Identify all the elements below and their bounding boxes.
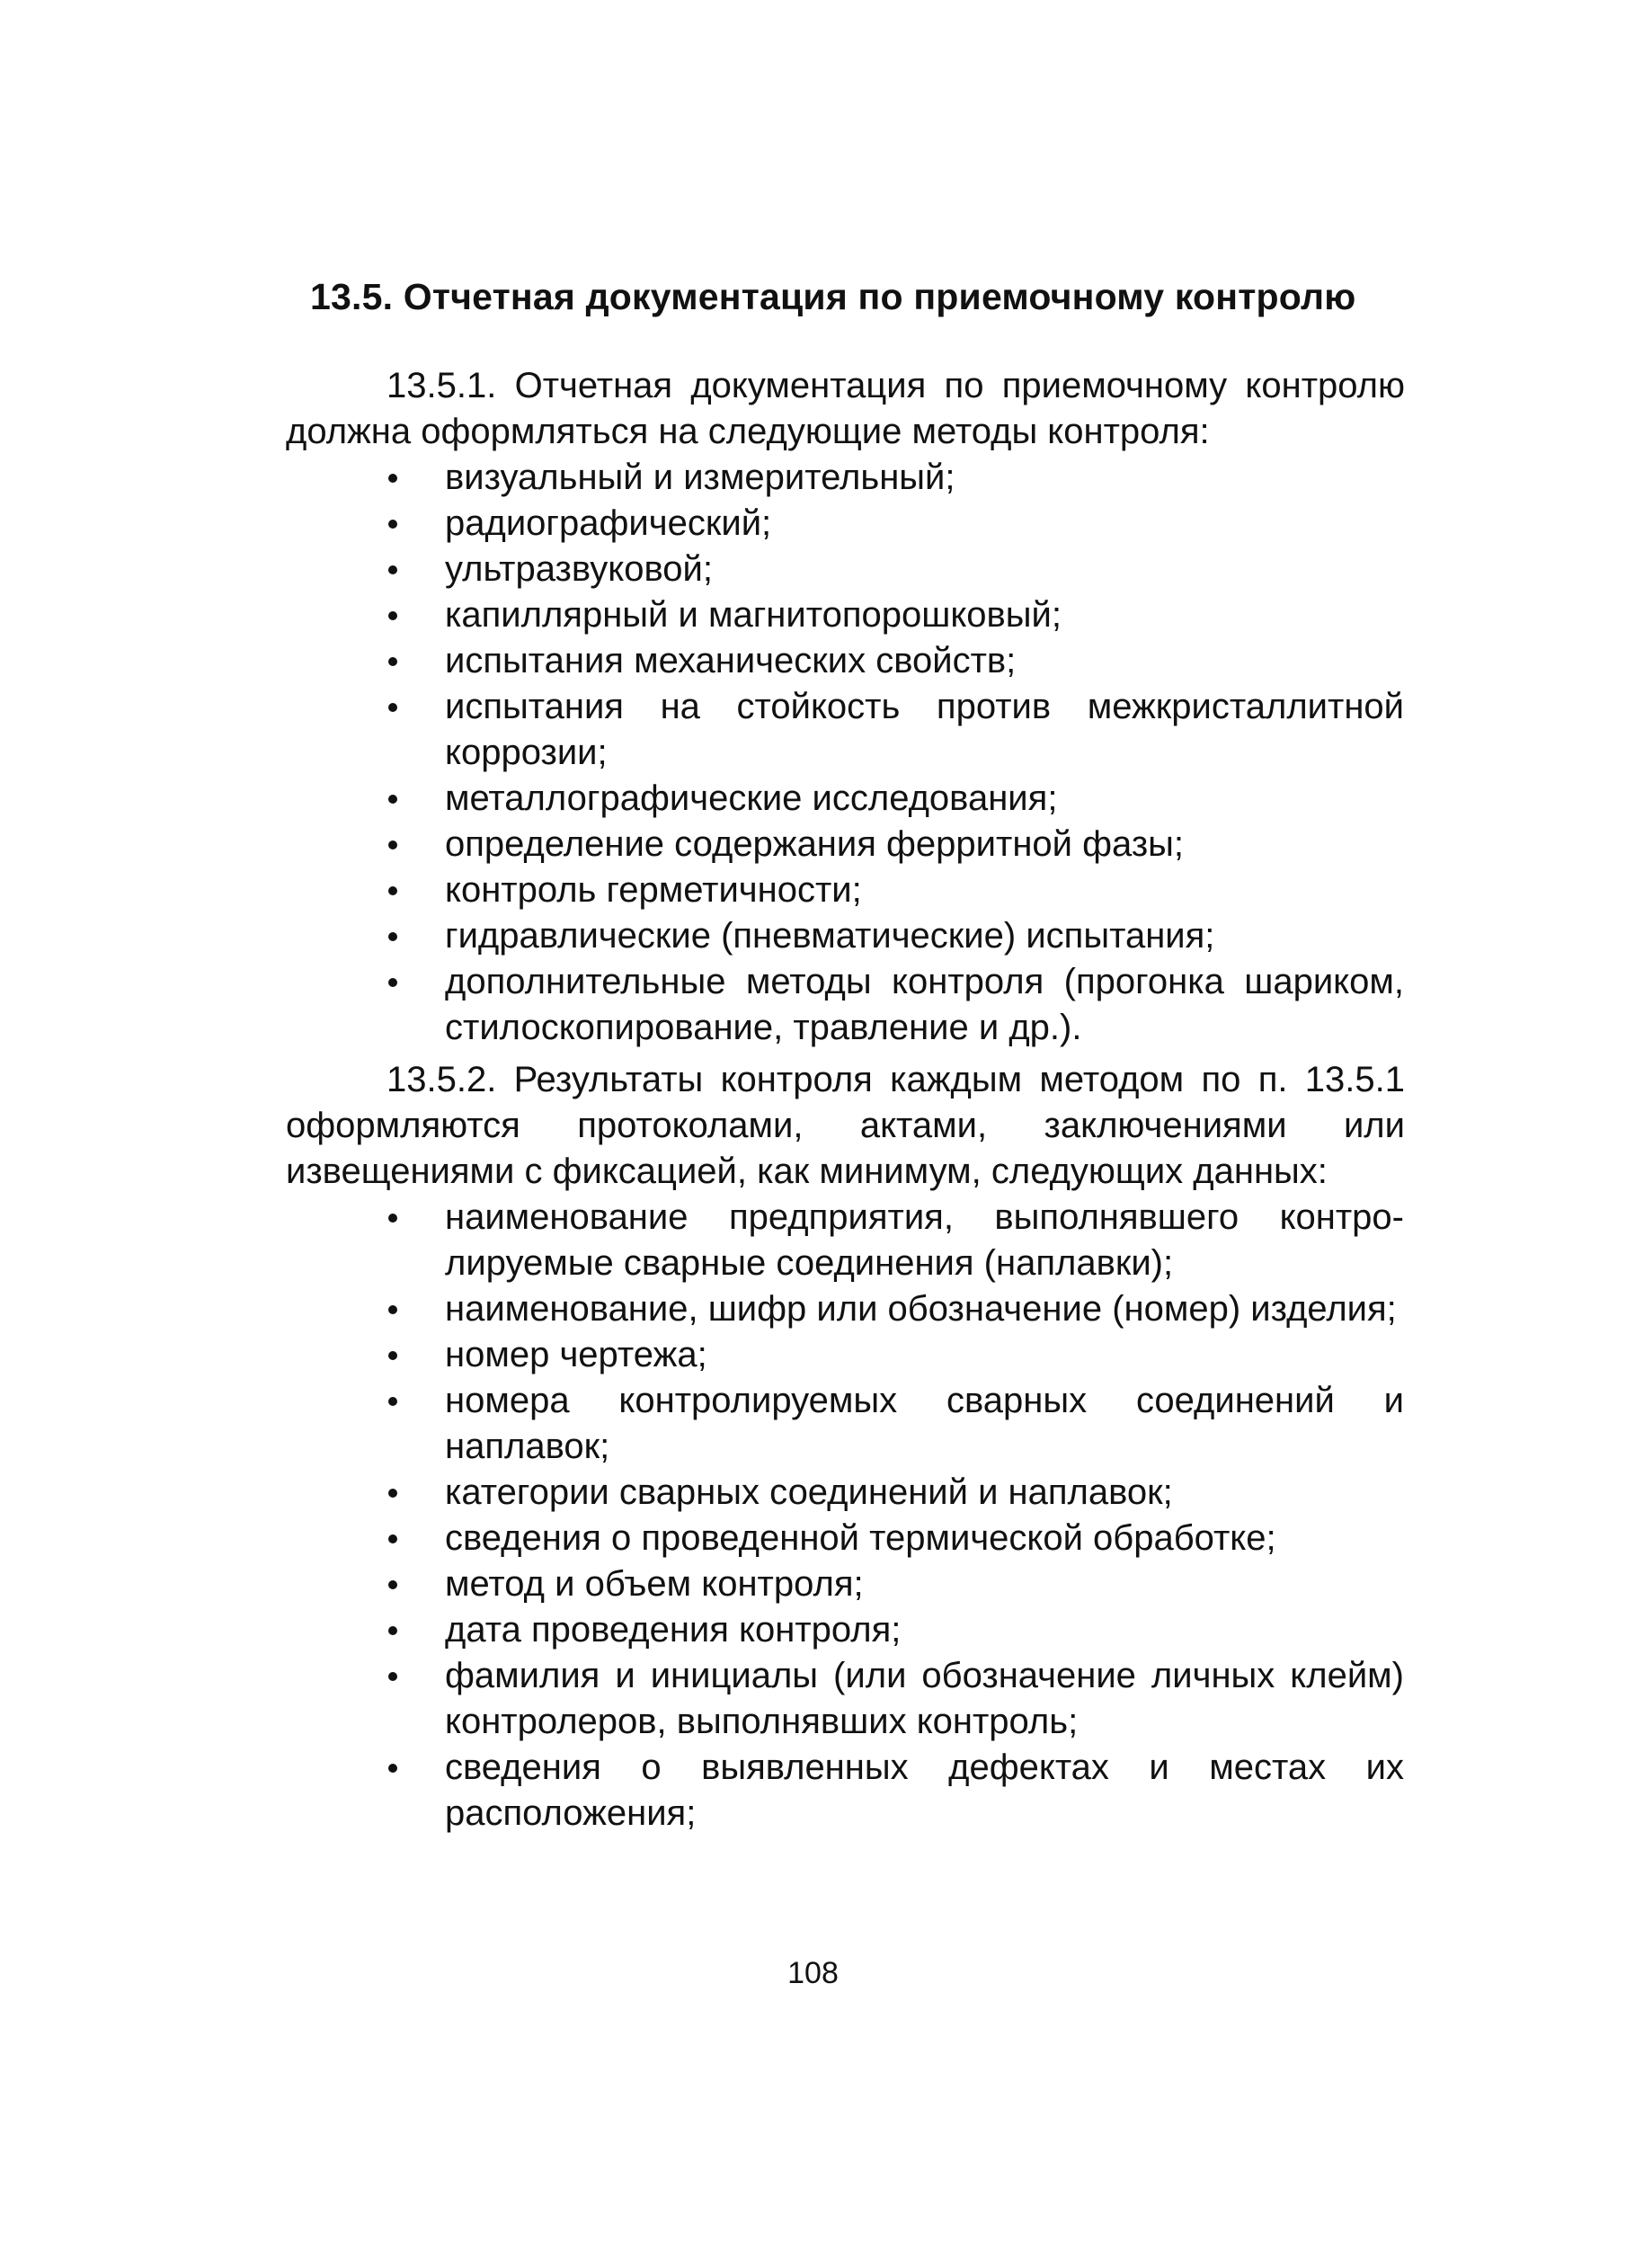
list-item: металлографические исследования; [388, 776, 1404, 822]
page-number: 108 [787, 1956, 839, 1990]
list-item: визуальный и измерительный; [388, 455, 1404, 501]
list-item: сведения о проведенной термической обработке; [388, 1516, 1404, 1561]
list-item: категории сварных соединений и наплавок; [388, 1470, 1404, 1516]
list-item: контроль герметичности; [388, 867, 1404, 913]
paragraph-13-5-1: 13.5.1. Отчетная документация по приемочному контролю должна оформляться на следующие методы контроля: [286, 366, 1405, 451]
list-item: дополнительные методы контроля (прогонка шариком, стилоскопирование, травление и др.). [388, 959, 1404, 1051]
section-heading: 13.5. Отчетная документация по приемочному контролю [310, 276, 1356, 317]
list-item: испытания на стойкость против межкристаллитной коррозии; [388, 684, 1404, 776]
list-item: гидравлические (пневматические) испытания; [388, 913, 1404, 959]
paragraph-13-5-2: 13.5.2. Результаты контроля каждым методом по п. 13.5.1 оформляются протоколами, актами, заключениями или извещениями с фиксацией, как минимум, следующих данных: [286, 1060, 1405, 1191]
control-methods-list [388, 455, 1404, 1051]
list-item: определение содержания ферритной фазы; [388, 822, 1404, 867]
list-item: фамилия и инициалы (или обозначение личных клейм) контролеров, выполнявших контроль; [388, 1653, 1404, 1745]
list-item: номер чертежа; [388, 1332, 1404, 1378]
list-item: метод и объем контроля; [388, 1561, 1404, 1607]
list-item: радиографический; [388, 501, 1404, 547]
list-item: наименование предприятия, выполнявшего контролируемые сварные соединения (наплавки); [388, 1195, 1404, 1286]
list-item: испытания механических свойств; [388, 638, 1404, 684]
list-item: дата проведения контроля; [388, 1607, 1404, 1653]
list-item: капиллярный и магнитопорошковый; [388, 592, 1404, 638]
list-item: ультразвуковой; [388, 547, 1404, 592]
list-item: номера контролируемых сварных соединений и наплавок; [388, 1378, 1404, 1470]
list-item: наименование, шифр или обозначение (номер) изделия; [388, 1286, 1404, 1332]
report-data-list [388, 1195, 1404, 1837]
list-item: сведения о выявленных дефектах и местах их расположения; [388, 1745, 1404, 1837]
